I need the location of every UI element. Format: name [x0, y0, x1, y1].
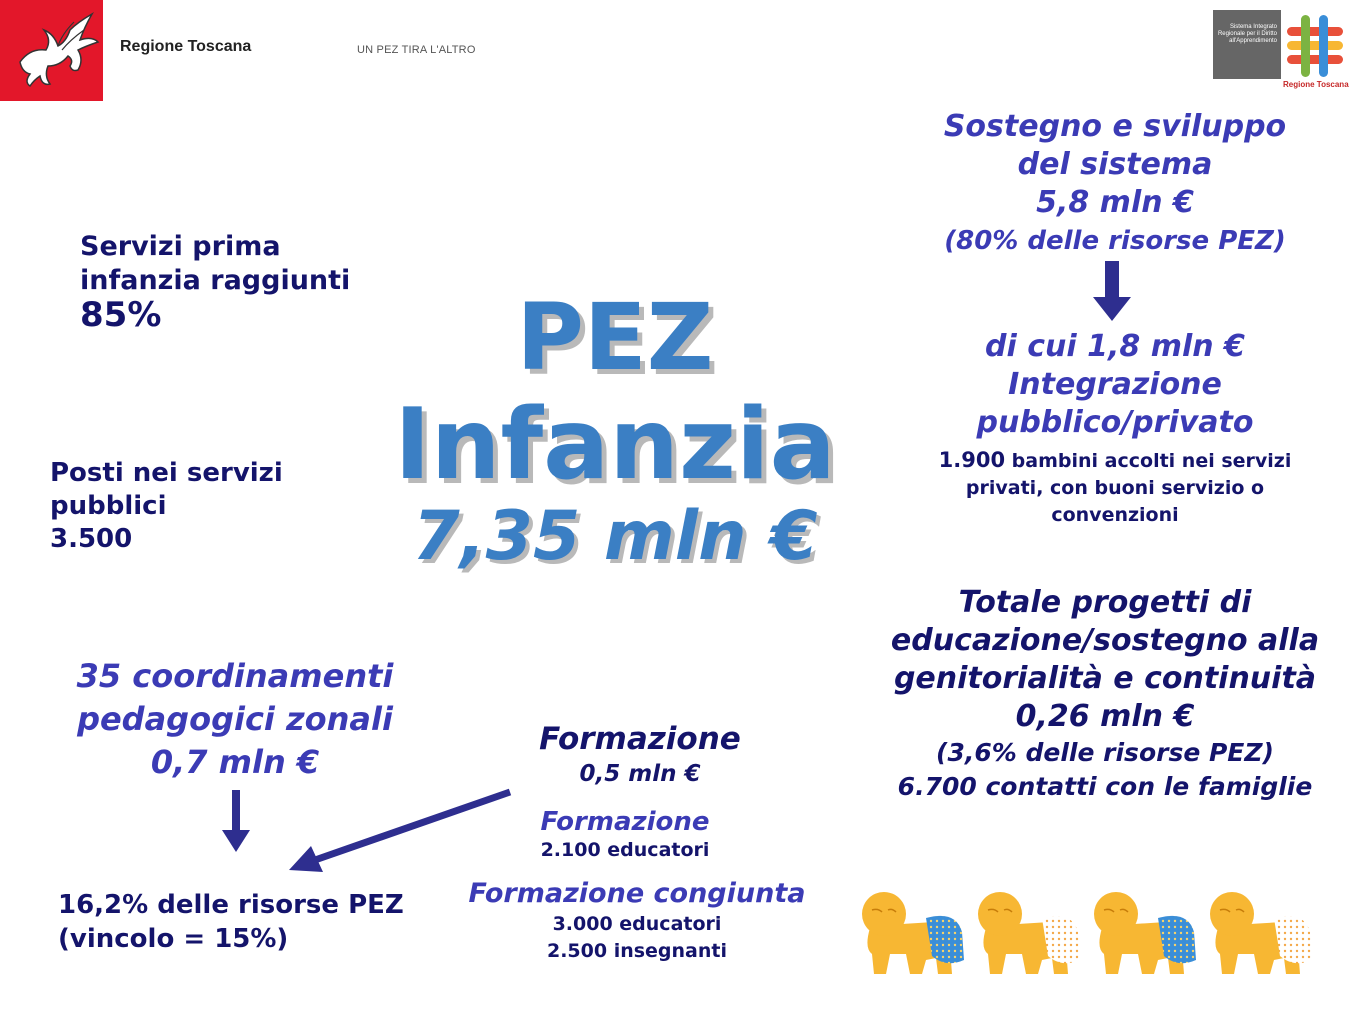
- arrow-diagonal-icon: [285, 786, 515, 876]
- dicui-line2: Integrazione: [1008, 367, 1222, 402]
- arrow-down-icon: [222, 790, 250, 854]
- system-logo-caption: Regione Toscana: [1283, 80, 1349, 89]
- regione-toscana-logo: [0, 0, 103, 101]
- arrow-down-icon: [1093, 261, 1131, 323]
- bambini-line3: convenzioni: [1051, 504, 1179, 526]
- posti-line2: pubblici: [50, 491, 167, 521]
- dicui-block: [900, 328, 1330, 442]
- dicui-line3: pubblico/privato: [976, 405, 1254, 440]
- bambini-line1: [890, 447, 1340, 475]
- risorse-block: [58, 888, 404, 956]
- baby-icon: [862, 892, 964, 974]
- sostegno-block: [900, 108, 1330, 260]
- formazione-amount: 0,5 mln €: [579, 761, 701, 787]
- risorse-line1: 16,2% delle risorse PEZ: [58, 890, 404, 920]
- totale-line3: genitorialità e continuità: [893, 661, 1317, 696]
- bambini-block: [890, 447, 1340, 529]
- sostegno-line1: Sostegno e sviluppo: [943, 109, 1287, 144]
- servizi-line1: Servizi prima: [80, 231, 281, 262]
- coordinamenti-block: [40, 655, 430, 784]
- totale-contatti: 6.700 contatti con le famiglie: [897, 772, 1313, 801]
- bambini-number: 1.900: [938, 448, 1006, 472]
- totale-block: [860, 584, 1350, 804]
- baby-icon: [1094, 892, 1196, 974]
- totale-line1: Totale progetti di: [958, 585, 1252, 620]
- sostegno-amount: 5,8 mln €: [1036, 185, 1194, 220]
- dicui-line1: di cui 1,8 mln €: [985, 329, 1245, 364]
- baby-icon: [978, 892, 1080, 974]
- bambini-line2: privati, con buoni servizio o: [965, 477, 1265, 499]
- formazione2-value: 2.100 educatori: [540, 839, 710, 861]
- babies-illustration: [852, 884, 1317, 979]
- servizi-block: [80, 230, 351, 335]
- congiunta-value1: 3.000 educatori: [552, 913, 722, 935]
- posti-line1: Posti nei servizi: [50, 458, 283, 488]
- bambini-text1: bambini accolti nei servizi: [1005, 450, 1292, 472]
- header-subtitle: UN PEZ TIRA L'ALTRO: [357, 44, 476, 56]
- sostegno-percent: (80% delle risorse PEZ): [944, 226, 1286, 256]
- totale-percent: (3,6% delle risorse PEZ): [936, 738, 1274, 767]
- congiunta-title: Formazione congiunta: [468, 878, 806, 909]
- system-logo-text: Sistema Integrato Regionale per il Diritto all'Apprendimento: [1213, 10, 1281, 79]
- formazione2-title: Formazione: [540, 807, 710, 837]
- coord-line2: pedagogici zonali: [77, 700, 393, 738]
- baby-icon: [1210, 892, 1312, 974]
- totale-amount: 0,26 mln €: [1015, 699, 1195, 734]
- pegasus-logo-icon: [0, 0, 103, 101]
- formazione-educatori-block: [500, 805, 750, 861]
- risorse-line2: (vincolo = 15%): [58, 924, 289, 954]
- formazione-congiunta-block: [452, 877, 822, 965]
- main-title-amount: 7,35 mln €: [412, 497, 818, 576]
- main-title-pez: PEZ: [516, 284, 714, 391]
- formazione-block: [510, 720, 770, 790]
- posti-block: [50, 457, 283, 556]
- sostegno-line2: del sistema: [1017, 147, 1213, 182]
- servizi-line2: infanzia raggiunti: [80, 265, 351, 296]
- posti-value: 3.500: [50, 524, 133, 554]
- system-logo-icon: [1285, 13, 1345, 79]
- coord-amount: 0,7 mln €: [150, 743, 320, 781]
- brand-name: Regione Toscana: [120, 38, 252, 55]
- congiunta-value2: 2.500 insegnanti: [546, 940, 728, 962]
- totale-line2: educazione/sostegno alla: [890, 623, 1320, 658]
- formazione-title: Formazione: [539, 721, 741, 757]
- system-logo: [1213, 10, 1354, 90]
- main-title-infanzia: Infanzia: [394, 388, 836, 502]
- servizi-percent: 85%: [80, 295, 162, 335]
- coord-line1: 35 coordinamenti: [76, 657, 394, 695]
